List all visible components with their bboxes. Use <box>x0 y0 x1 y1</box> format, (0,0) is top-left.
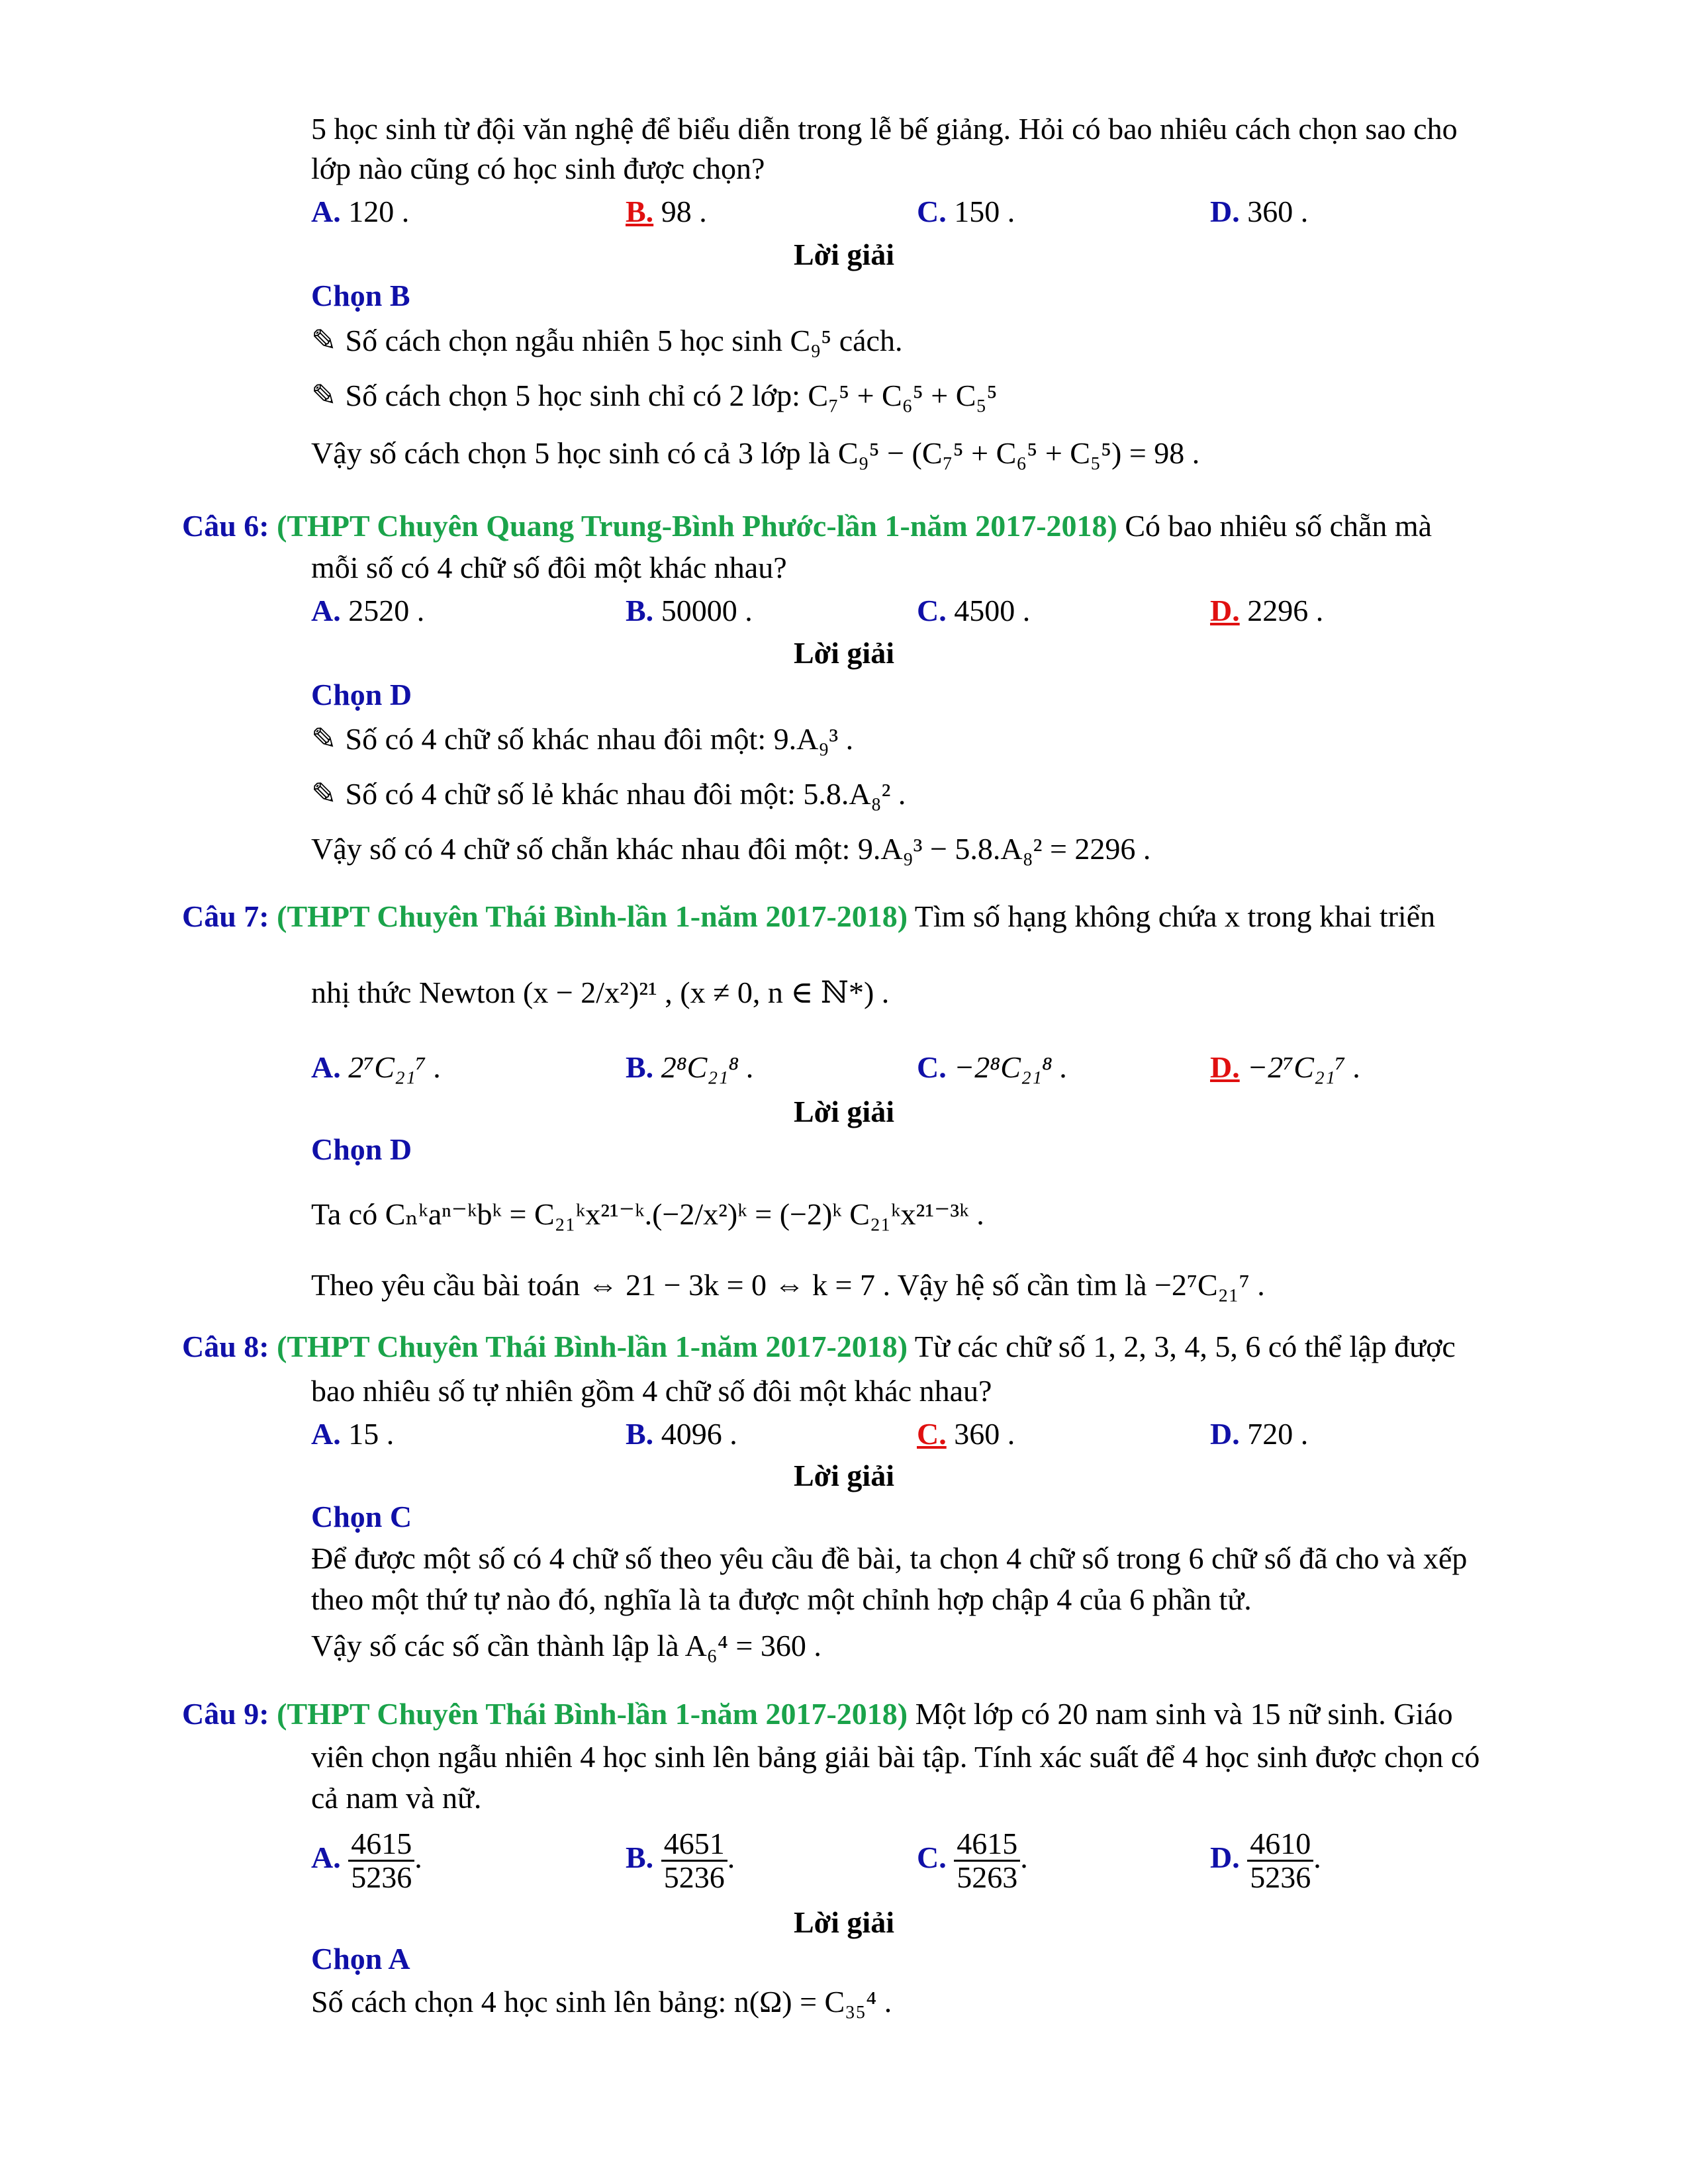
q8-solution-3: Vậy số các số cần thành lập là A₆⁴ = 360 . <box>311 1629 821 1662</box>
q5-solution-1: ✎ Số cách chọn ngẫu nhiên 5 học sinh C₉⁵ cách. <box>311 321 902 361</box>
q6-option-b: B. 50000 . <box>626 594 753 627</box>
q6-option-a: A. 2520 . <box>311 594 425 627</box>
q6-text-line2: mỗi số có 4 chữ số đôi một khác nhau? <box>311 551 787 584</box>
q5-option-b: B. 98 . <box>626 195 707 228</box>
q7-loi-giai: Lời giải <box>794 1095 894 1128</box>
q9-option-b: B. $\frac{4651}{5236}$ . <box>626 1827 735 1894</box>
q8-option-d: D. 720 . <box>1210 1417 1309 1451</box>
fraction: $\frac{4615}{5263}$ <box>954 1828 1020 1893</box>
hand-pointer-icon: ✎ <box>311 777 337 811</box>
q5-option-a: A. 120 . <box>311 195 410 228</box>
q9-text-line2: viên chọn ngẫu nhiên 4 học sinh lên bảng giải bài tập. Tính xác suất để 4 học sinh được chọn có <box>311 1740 1480 1774</box>
q7-option-a: A. 2⁷C₂₁⁷ . <box>311 1050 442 1084</box>
q5-chon: Chọn B <box>311 279 410 312</box>
q6-loi-giai: Lời giải <box>794 636 894 670</box>
q7-text-line2: nhị thức Newton (x − 2/x²)²¹ , (x ≠ 0, n ∈ ℕ*) . <box>311 976 890 1009</box>
q5-option-d: D. 360 . <box>1210 195 1309 228</box>
q9-loi-giai: Lời giải <box>794 1905 894 1939</box>
q6-chon: Chọn D <box>311 678 412 711</box>
q5-solution-2: ✎ Số cách chọn 5 học sinh chỉ có 2 lớp: C₇⁵ + C₆⁵ + C₅⁵ <box>311 376 998 416</box>
q7-option-c: C. −2⁸C₂₁⁸ . <box>917 1050 1068 1084</box>
q9-option-d: D. $\frac{4610}{5236}$ . <box>1210 1827 1321 1894</box>
q5-loi-giai: Lời giải <box>794 238 894 271</box>
q6-header: Câu 6: (THPT Chuyên Quang Trung-Bình Phước-lần 1-năm 2017-2018) Có bao nhiêu số chẵn mà <box>182 509 1432 543</box>
q7-chon: Chọn D <box>311 1132 412 1166</box>
q9-option-a: A. $\frac{4615}{5236}$ . <box>311 1827 422 1894</box>
q8-option-b: B. 4096 . <box>626 1417 737 1451</box>
q7-option-b: B. 2⁸C₂₁⁸ . <box>626 1050 755 1084</box>
q8-solution-1: Để được một số có 4 chữ số theo yêu cầu đề bài, ta chọn 4 chữ số trong 6 chữ số đã cho và xếp <box>311 1541 1468 1575</box>
fraction: $\frac{4615}{5236}$ <box>348 1828 414 1893</box>
q9-text-line3: cả nam và nữ. <box>311 1781 482 1815</box>
hand-pointer-icon: ✎ <box>311 379 337 412</box>
hand-pointer-icon: ✎ <box>311 722 337 756</box>
q5-option-c: C. 150 . <box>917 195 1015 228</box>
q7-solution-2: Theo yêu cầu bài toán ⇔ 21 − 3k = 0 ⇔ k = 7 . Vậy hệ số cần tìm là −2⁷C₂₁⁷ . <box>311 1268 1265 1302</box>
q5-solution-3: Vậy số cách chọn 5 học sinh có cả 3 lớp là C₉⁵ − (C₇⁵ + C₆⁵ + C₅⁵) = 98 . <box>311 436 1200 470</box>
q8-option-c: C. 360 . <box>917 1417 1015 1451</box>
q9-solution-1: Số cách chọn 4 học sinh lên bảng: n(Ω) = C₃₅⁴ . <box>311 1985 892 2019</box>
fraction: $\frac{4610}{5236}$ <box>1247 1828 1313 1893</box>
q7-option-d: D. −2⁷C₂₁⁷ . <box>1210 1050 1361 1084</box>
fraction: $\frac{4651}{5236}$ <box>661 1828 727 1893</box>
q6-option-d: D. 2296 . <box>1210 594 1324 627</box>
hand-pointer-icon: ✎ <box>311 324 337 357</box>
q6-solution-1: ✎ Số có 4 chữ số khác nhau đôi một: 9.A₉³ . <box>311 719 853 759</box>
q7-solution-1: Ta có Cₙᵏaⁿ⁻ᵏbᵏ = C₂₁ᵏx²¹⁻ᵏ.(−2/x²)ᵏ = (−2)ᵏ C₂₁ᵏx²¹⁻³ᵏ . <box>311 1197 984 1231</box>
q6-solution-2: ✎ Số có 4 chữ số lẻ khác nhau đôi một: 5.8.A₈² . <box>311 774 906 814</box>
q6-solution-3: Vậy số có 4 chữ số chẵn khác nhau đôi một: 9.A₉³ − 5.8.A₈² = 2296 . <box>311 832 1151 866</box>
q6-option-c: C. 4500 . <box>917 594 1031 627</box>
q7-header: Câu 7: (THPT Chuyên Thái Bình-lần 1-năm 2017-2018) Tìm số hạng không chứa x trong khai triển <box>182 899 1436 933</box>
q8-solution-2: theo một thứ tự nào đó, nghĩa là ta được một chỉnh hợp chập 4 của 6 phần tử. <box>311 1582 1252 1616</box>
q8-text-line2: bao nhiêu số tự nhiên gồm 4 chữ số đôi một khác nhau? <box>311 1374 992 1408</box>
q8-header: Câu 8: (THPT Chuyên Thái Bình-lần 1-năm 2017-2018) Từ các chữ số 1, 2, 3, 4, 5, 6 có thể lập được <box>182 1330 1456 1363</box>
q9-chon: Chọn A <box>311 1942 410 1976</box>
q5-text-line1: 5 học sinh từ đội văn nghệ để biểu diễn trong lễ bế giảng. Hỏi có bao nhiêu cách chọn sao cho <box>311 112 1458 146</box>
q5-text-line2: lớp nào cũng có học sinh được chọn? <box>311 152 765 185</box>
q8-loi-giai: Lời giải <box>794 1459 894 1492</box>
q9-option-c: C. $\frac{4615}{5263}$ . <box>917 1827 1028 1894</box>
q9-header: Câu 9: (THPT Chuyên Thái Bình-lần 1-năm 2017-2018) Một lớp có 20 nam sinh và 15 nữ sinh. Giáo <box>182 1697 1453 1731</box>
q8-option-a: A. 15 . <box>311 1417 395 1451</box>
q8-chon: Chọn C <box>311 1500 412 1533</box>
